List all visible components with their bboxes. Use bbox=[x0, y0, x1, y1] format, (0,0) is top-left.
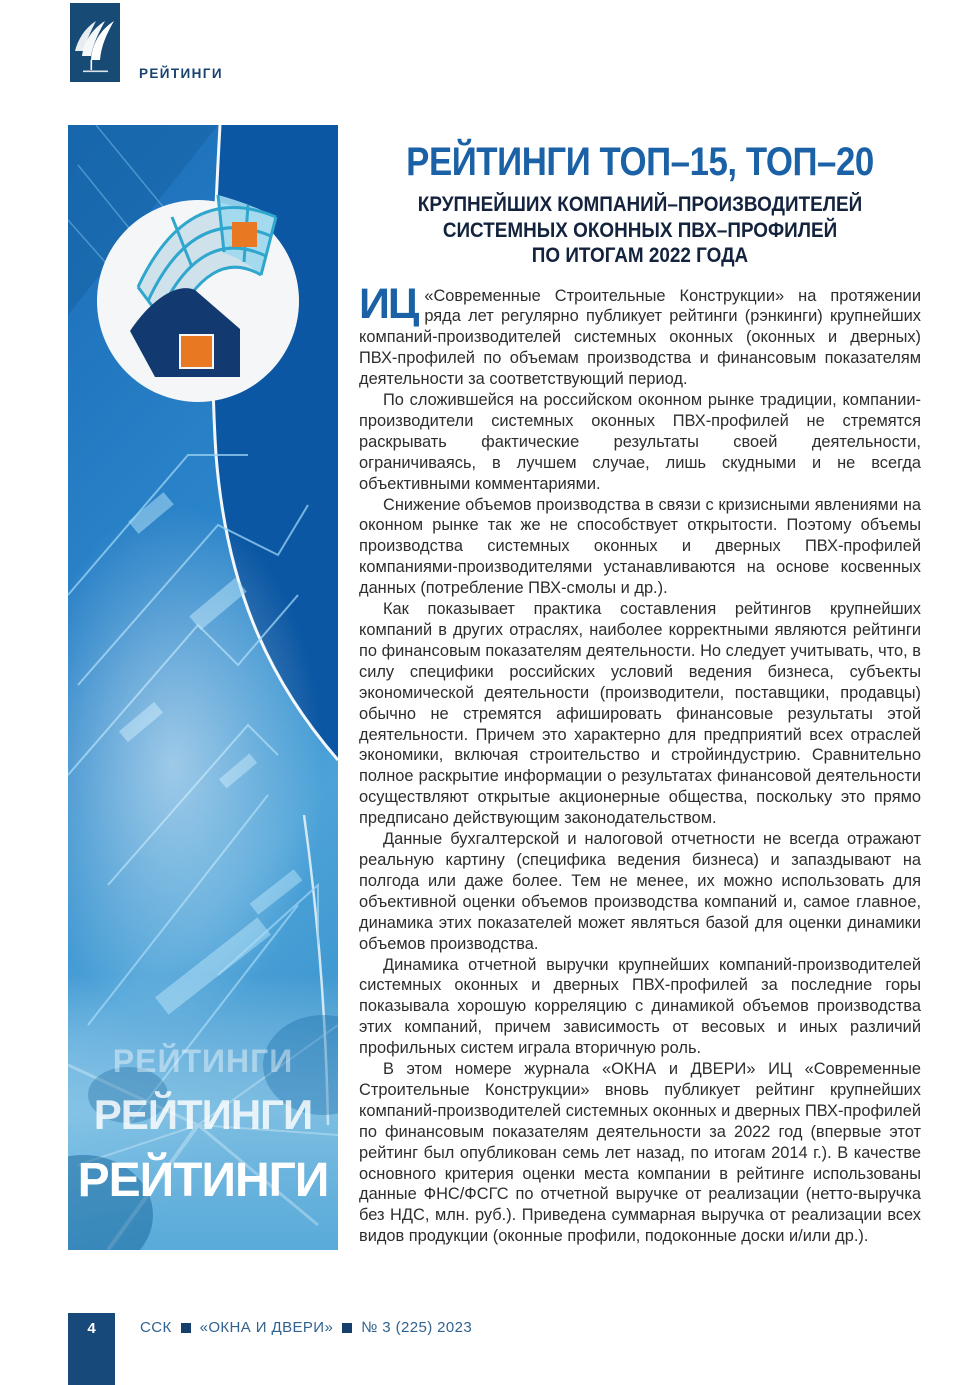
article-subtitle bbox=[387, 192, 893, 269]
body-paragraph: Как показывает практика составления рейтингов крупнейших компаний в других отраслях, наиболее корректными являются рейтинги по финансовым показателям деятельности. Но следует учитывать, что, в силу специфики российских условий ведения бизнеса, субъекты экономической деятельности (производители, поставщики, продавцы) обычно не стремятся афишировать финансовые результаты этой деятельности. Причем это характерно для предприятий всех отраслей экономики, включая строительство и стройиндустрию. Сравнительно полное раскрытие информации о результатах финансовой деятельности осуществляют открытые акционерные общества, поскольку это прямо предписано действующим законодательством. bbox=[359, 600, 921, 828]
subtitle-line: КРУПНЕЙШИХ КОМПАНИЙ–ПРОИЗВОДИТЕЛЕЙ bbox=[417, 193, 863, 216]
subtitle-line: ПО ИТОГАМ 2022 ГОДА bbox=[531, 244, 749, 267]
article-title: РЕЙТИНГИ ТОП–15, ТОП–20 bbox=[406, 140, 874, 184]
subtitle-line: СИСТЕМНЫХ ОКОННЫХ ПВХ–ПРОФИЛЕЙ bbox=[442, 218, 838, 242]
footer-issue: № 3 (225) 2023 bbox=[361, 1319, 473, 1336]
watermark-text: РЕЙТИНГИ bbox=[112, 1043, 294, 1079]
footer-text bbox=[140, 1319, 472, 1336]
publisher-logo-artwork bbox=[70, 3, 120, 82]
body-paragraph: По сложившейся на российском оконном рынке традиции, компании-производители системных оконных ПВХ-профилей не стремятся раскрывать фактические результаты своей деятельности, ограничиваясь, в лучшем случае, лишь скудными и не всегда объективными комментариями. bbox=[359, 391, 921, 493]
body-paragraph: В этом номере журнала «ОКНА и ДВЕРИ» ИЦ «Современные Строительные Конструкции» вновь публикует рейтинг крупнейших компаний-производителей системных оконных и дверных ПВХ-профилей по финансовым показателям деятельности за 2022 год (впервые этот рейтинг был опубликован семь лет назад, по итогам 2014 г.). В качестве основного критерия оценки места компании в рейтинге использованы данные ФНС/ФСГС по отчетной выручке от реализации (нетто-выручка без НДС, млн. руб.). Приведена суммарная выручка от реализации всех видов продукции (оконные профили, подоконные доски и/или др.). bbox=[359, 1060, 921, 1246]
page-number-box bbox=[68, 1313, 115, 1385]
body-paragraph: Данные бухгалтерской и налоговой отчетности не всегда отражают реальную картину (специфика ведения бизнеса) и запаздывают на полгода или даже более. Тем не менее, их можно использовать для объективной оценки объемов производства компаний и, самое главное, динамика этих показателей может являться базой для оценки динамики объемов производства. bbox=[359, 830, 921, 953]
square-separator-icon bbox=[181, 1323, 191, 1333]
paragraph-text: «Современные Строительные Конструкции» на протяжении ряда лет регулярно публикует рейтинги (рэнкинги) крупнейших компаний-производителей системных оконных (оконных и дверных) ПВХ-профилей по объемам производства и финансовым показателям деятельности за соответствующий период. bbox=[359, 286, 921, 389]
article-body bbox=[359, 279, 921, 1248]
side-panel bbox=[68, 125, 338, 1250]
drop-cap: ИЦ bbox=[359, 279, 418, 328]
footer-magazine: «ОКНА И ДВЕРИ» bbox=[199, 1319, 334, 1336]
panel-artwork bbox=[68, 125, 338, 1250]
section-label: РЕЙТИНГИ bbox=[139, 66, 223, 81]
page-number: 4 bbox=[87, 1320, 96, 1337]
watermark-text: РЕЙТИНГИ bbox=[77, 1154, 329, 1207]
publisher-logo-icon bbox=[70, 3, 120, 82]
body-paragraph: Динамика отчетной выручки крупнейших компаний-производителей системных оконных и дверных ПВХ-профилей за последние горы показывала хорошую корреляцию с динамикой объемов производства этих компаний, причем зависимость от весовых и иных различий профильных систем играла вторичную роль. bbox=[359, 955, 921, 1058]
footer-journal: ССК bbox=[140, 1319, 172, 1336]
body-paragraph: Снижение объемов производства в связи с кризисными явлениями на оконном рынке так же не способствует открытости. Поэтому объемы производства системных оконных и дверных ПВХ-профилей компаниями-производителями устанавливаются на основе косвенных данных (потребление ПВХ-смолы и др.). bbox=[359, 495, 921, 598]
square-separator-icon bbox=[342, 1323, 352, 1333]
watermark-text: РЕЙТИНГИ bbox=[93, 1091, 313, 1138]
article-column bbox=[359, 140, 921, 1247]
body-paragraph bbox=[359, 279, 921, 391]
